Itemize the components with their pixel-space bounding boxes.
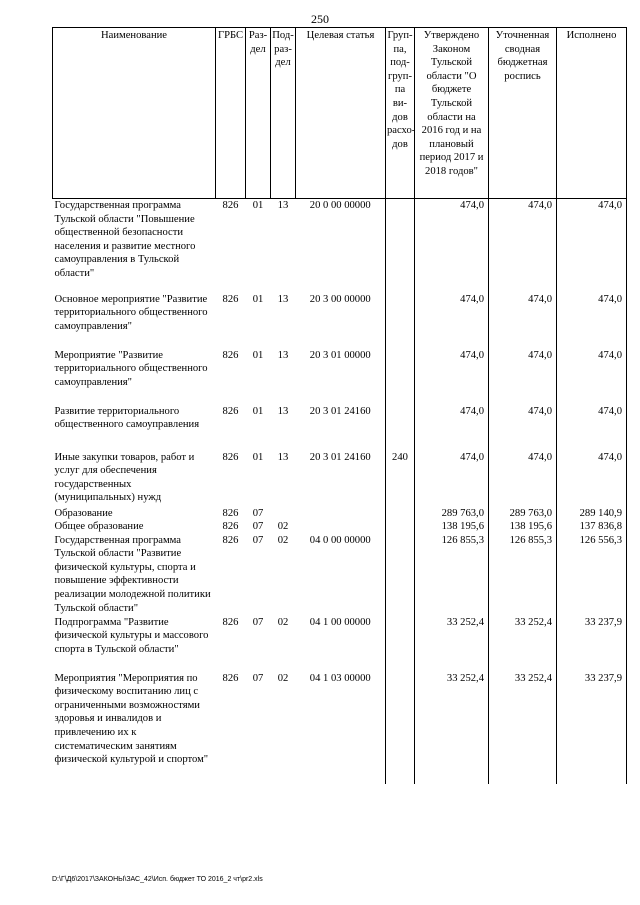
cell-isp: 474,0 (557, 293, 627, 349)
cell-cel: 04 1 00 00000 (309, 616, 371, 628)
cell-isp: 474,0 (557, 405, 627, 451)
table-row (53, 199, 627, 293)
cell-utv: 474,0 (415, 199, 489, 293)
header-row (53, 28, 627, 199)
cell-grp (386, 349, 415, 405)
cell-cel: 20 3 01 00000 (309, 349, 371, 361)
cell-podrazdel: 02 (277, 616, 289, 628)
cell-cel: 04 0 00 00000 (309, 534, 371, 546)
cell-name: Образование (54, 507, 113, 519)
cell-podrazdel: 02 (277, 534, 289, 546)
cell-utoch: 474,0 (489, 293, 557, 349)
cell-grbs: 826 (222, 200, 239, 211)
cell-name: Основное мероприятие "Развитие территориального общественного самоуправления" (54, 293, 208, 332)
cell-grbs: 826 (222, 405, 239, 417)
cell-name: Мероприятия "Мероприятия по физическому воспитанию лиц с ограниченными возможностями здоровья и инвалидов и привлечению их к систематическим занятиям физической культурой и спортом" (54, 672, 209, 766)
page-number: 250 (311, 12, 329, 26)
cell-utv: 474,0 (415, 451, 489, 507)
cell-utv: 474,0 (415, 349, 489, 405)
cell-utoch: 474,0 (489, 349, 557, 405)
cell-utv: 289 763,0 (415, 507, 489, 521)
cell-podrazdel: 02 (277, 672, 289, 684)
cell-isp: 474,0 (557, 199, 627, 293)
cell-name: Иные закупки товаров, работ и услуг для обеспечения государственных (муниципальных) нужд (54, 451, 195, 504)
footer-file-path: D:\Г\Д6\2017\ЗАКОНЫ\ЗАС_42\Исп. бюджет ТО 2016_2 чт\pr2.xls (52, 876, 263, 883)
cell-razdel: 07 (252, 521, 264, 533)
header-utochnennaya: Уточненная сводная бюджетная роспись (489, 28, 557, 199)
table-row (53, 507, 627, 521)
cell-podrazdel: 13 (277, 200, 289, 211)
cell-razdel: 07 (252, 672, 264, 684)
cell-grbs: 826 (222, 349, 239, 361)
cell-cel: 20 0 00 00000 (309, 200, 371, 211)
cell-grp: 240 (386, 451, 415, 507)
cell-utv: 474,0 (415, 293, 489, 349)
cell-grbs: 826 (222, 672, 239, 684)
cell-utv: 474,0 (415, 405, 489, 451)
table-row (53, 672, 627, 784)
cell-cel: 20 3 01 24160 (309, 405, 371, 417)
cell-grp (386, 672, 415, 784)
cell-grp (386, 616, 415, 672)
cell-razdel: 07 (252, 616, 264, 628)
header-ispolneno: Исполнено (557, 28, 627, 199)
cell-name: Подпрограмма "Развитие физической культуры и массового спорта в Тульской области" (54, 616, 209, 655)
cell-cel: 20 3 01 24160 (309, 451, 371, 463)
cell-utv: 126 855,3 (415, 534, 489, 616)
cell-podrazdel: 02 (277, 521, 289, 533)
cell-utoch: 474,0 (489, 405, 557, 451)
cell-podrazdel: 13 (277, 405, 289, 417)
cell-podrazdel (271, 507, 296, 521)
cell-podrazdel: 13 (277, 293, 289, 305)
table-row (53, 349, 627, 405)
table-row (53, 534, 627, 616)
header-celevaya: Целевая статья (296, 28, 386, 199)
cell-razdel: 07 (252, 507, 264, 519)
cell-podrazdel: 13 (277, 349, 289, 361)
cell-grp (386, 293, 415, 349)
cell-grbs: 826 (222, 616, 239, 628)
cell-razdel: 01 (252, 451, 264, 463)
cell-name: Мероприятие "Развитие территориального общественного самоуправления" (54, 349, 208, 388)
cell-utv: 33 252,4 (415, 616, 489, 672)
cell-name: Развитие территориального общественного самоуправления (54, 405, 200, 431)
table-row (53, 293, 627, 349)
cell-name: Государственная программа Тульской области "Развитие физической культуры, спорта и повышение эффективности реализации молодежной политики Тульской области" (54, 534, 211, 614)
cell-podrazdel: 13 (277, 451, 289, 463)
cell-isp: 474,0 (557, 451, 627, 507)
cell-cel: 20 3 00 00000 (309, 293, 371, 305)
header-grbs: ГРБС (216, 28, 246, 199)
cell-name: Общее образование (54, 521, 144, 533)
header-razdel: Раз-дел (246, 28, 271, 199)
cell-utoch: 474,0 (489, 199, 557, 293)
cell-name: Государственная программа Тульской области "Повышение общественной безопасности населения и развитие местного самоуправления в Тульской области" (54, 200, 196, 279)
cell-isp: 33 237,9 (557, 616, 627, 672)
header-name: Наименование (53, 28, 216, 199)
cell-cel (296, 507, 386, 521)
cell-utoch: 126 855,3 (489, 534, 557, 616)
cell-utv: 138 195,6 (415, 520, 489, 534)
cell-grp (386, 405, 415, 451)
cell-razdel: 01 (252, 349, 264, 361)
cell-utoch: 33 252,4 (489, 616, 557, 672)
cell-razdel: 01 (252, 200, 264, 211)
cell-razdel: 07 (252, 534, 264, 546)
cell-isp: 289 140,9 (557, 507, 627, 521)
cell-isp: 137 836,8 (557, 520, 627, 534)
cell-cel: 04 1 03 00000 (309, 672, 371, 684)
table-row (53, 520, 627, 534)
cell-grbs: 826 (222, 521, 239, 533)
table-row (53, 405, 627, 451)
cell-utv: 33 252,4 (415, 672, 489, 784)
cell-razdel: 01 (252, 293, 264, 305)
cell-grbs: 826 (222, 534, 239, 546)
cell-grbs: 826 (222, 507, 239, 519)
cell-utoch: 289 763,0 (489, 507, 557, 521)
cell-grp (386, 520, 415, 534)
cell-grp (386, 199, 415, 293)
cell-grp (386, 534, 415, 616)
header-podrazdel: Под-раз-дел (271, 28, 296, 199)
cell-isp: 126 556,3 (557, 534, 627, 616)
cell-grbs: 826 (222, 451, 239, 463)
cell-grp (386, 507, 415, 521)
header-utverzhdeno: Утверждено Законом Тульской области "О бюджете Тульской области на 2016 год и на плановый период 2017 и 2018 годов" (415, 28, 489, 199)
cell-isp: 33 237,9 (557, 672, 627, 784)
table-row (53, 616, 627, 672)
cell-cel (296, 520, 386, 534)
cell-utoch: 474,0 (489, 451, 557, 507)
cell-utoch: 33 252,4 (489, 672, 557, 784)
budget-table (52, 27, 627, 784)
cell-isp: 474,0 (557, 349, 627, 405)
cell-razdel: 01 (252, 405, 264, 417)
table-row (53, 451, 627, 507)
cell-utoch: 138 195,6 (489, 520, 557, 534)
cell-grbs: 826 (222, 293, 239, 305)
header-gruppa: Груп-па, под-груп-па ви-дов расхо-дов (386, 28, 415, 199)
